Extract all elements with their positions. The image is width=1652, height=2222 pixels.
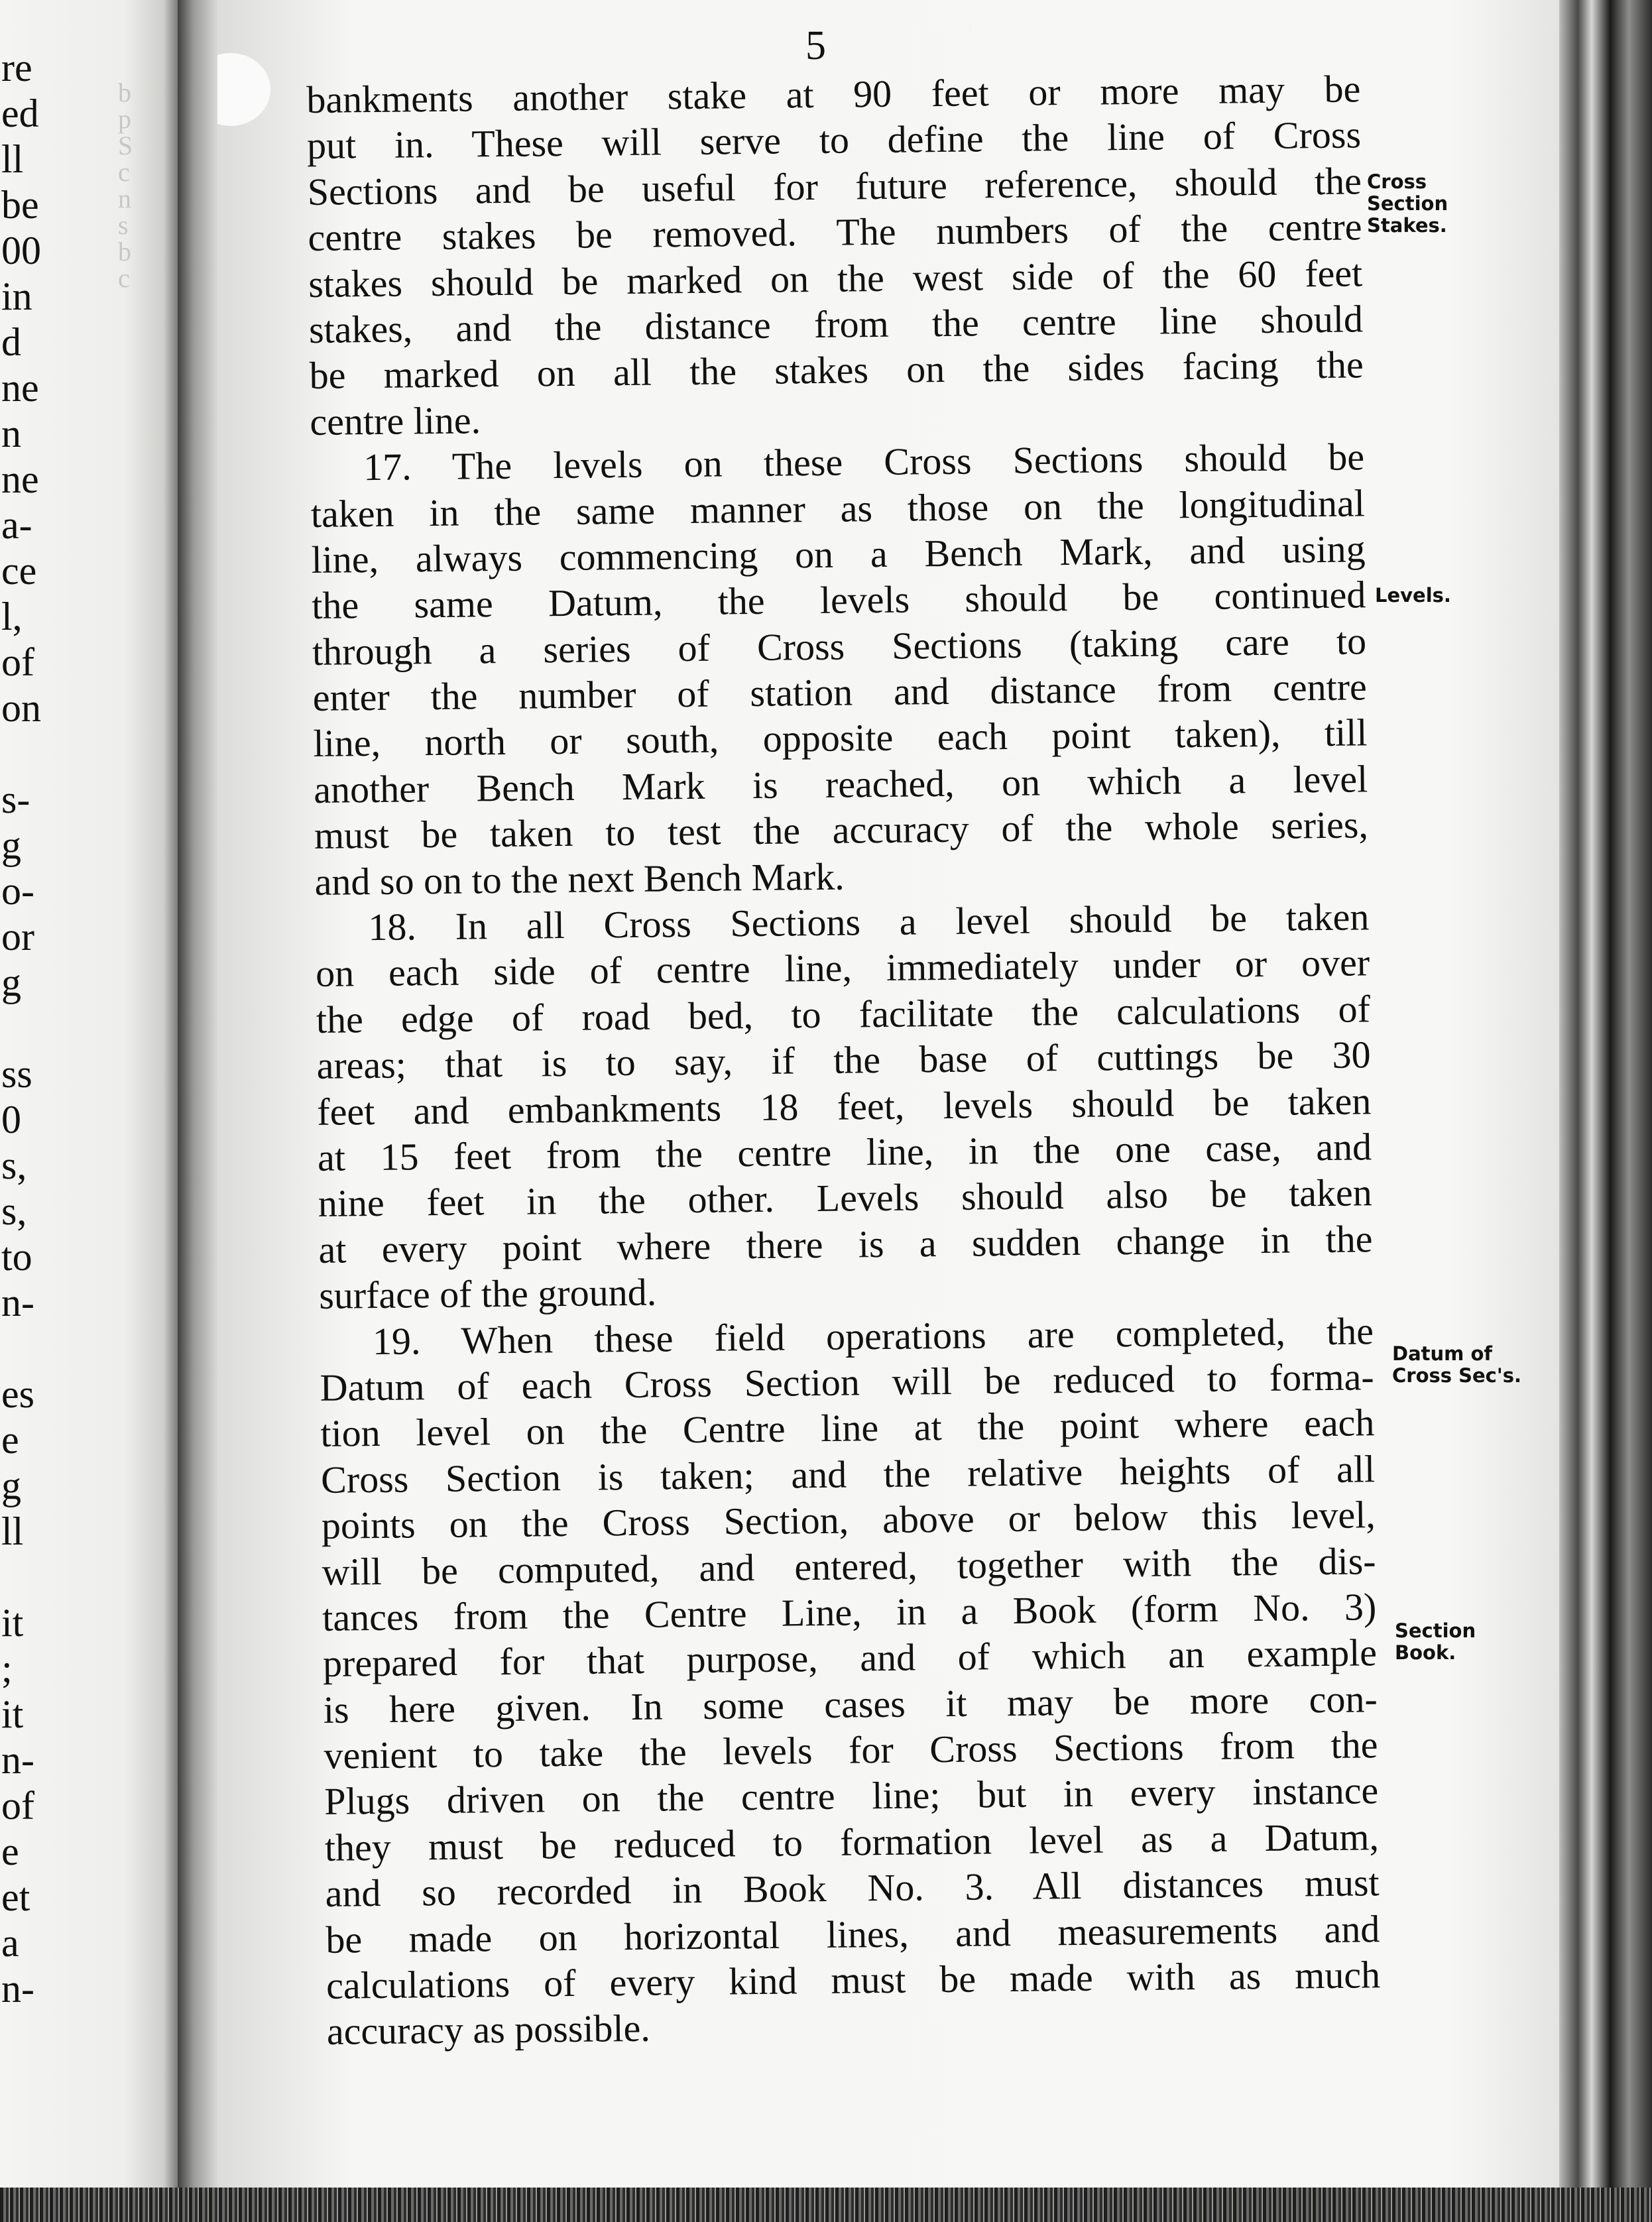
body-text (306, 66, 1381, 2054)
text-line: put in. These will serve to define the line of Cross (306, 113, 1362, 168)
left-page-fragment: it (1, 1692, 24, 1736)
paragraph-17-start: 17. The levels on these Cross Sections should be (363, 435, 1365, 489)
text-line: stakes should be marked on the west side of the 60 feet (308, 251, 1363, 306)
text-line: tion level on the Centre line at the point where each (320, 1401, 1375, 1456)
book-gutter (178, 0, 217, 2222)
margin-note-section-book: Section Book. (1395, 1619, 1476, 1664)
left-page-fragment: o- (1, 869, 34, 913)
left-page-fragment: on (1, 686, 41, 730)
text-line: Cross Section is taken; and the relative heights of all (320, 1446, 1376, 1501)
paragraph-18-start: 18. In all Cross Sections a level should be taken (368, 895, 1370, 949)
text-line: is here given. In some cases it may be more con- (323, 1676, 1378, 1731)
paragraph-19-start: 19. When these field operations are completed, the (372, 1309, 1374, 1363)
left-page-fragment: g (1, 961, 21, 1004)
left-page-fragment: e (1, 1418, 19, 1462)
left-page-fragment: re (1, 46, 32, 89)
left-page-fragment: to (1, 1235, 32, 1279)
left-page-fragment: in (1, 274, 32, 318)
text-line: at every point where there is a sudden change in the (318, 1217, 1373, 1271)
left-page-fragment: et (1, 1875, 30, 1919)
text-line: areas; that is to say, if the base of cuttings be 30 (316, 1033, 1371, 1088)
text-line: centre stakes be removed. The numbers of the centre (308, 205, 1362, 260)
text-line: Datum of each Cross Section will be reduced to forma- (320, 1355, 1374, 1409)
text-line: the same Datum, the levels should be continued (312, 573, 1366, 628)
book-edge (1559, 0, 1652, 2222)
text-line: taken in the same manner as those on the longitudinal (310, 481, 1366, 536)
text-line: bankments another stake at 90 feet or more may be (306, 67, 1361, 121)
text-line: must be taken to test the accuracy of the whole series, (314, 803, 1369, 858)
left-page-fragment: ce (1, 549, 37, 593)
text-line: points on the Cross Section, above or below this level, (321, 1493, 1376, 1547)
text-line: at 15 feet from the centre line, in the one case, and (317, 1125, 1372, 1179)
page-number: 5 (805, 23, 826, 68)
text-line: line, north or south, opposite each point taken), till (313, 711, 1368, 766)
left-page-fragment: es (1, 1372, 34, 1416)
left-page-fragment: ; (1, 1647, 13, 1690)
right-page (217, 0, 1559, 2188)
text-line: and so on to the next Bench Mark. (314, 854, 845, 904)
text-line: be made on horizontal lines, and measurements and (325, 1906, 1380, 1961)
left-page-fragment: ne (1, 366, 39, 410)
text-line: calculations of every kind must be made with as much (325, 1953, 1381, 2007)
text-line: they must be reduced to formation level as a Datum, (324, 1815, 1380, 1869)
left-page-fragment: or (1, 915, 34, 959)
left-page-fragment: it (1, 1601, 24, 1645)
text-line: accuracy as possible. (326, 2007, 651, 2054)
left-page-fragment: n- (1, 1967, 34, 2011)
left-page-fragment: l, (1, 595, 23, 638)
left-page-fragment: s, (1, 1143, 27, 1187)
text-line: on each side of centre line, immediately under or over (315, 941, 1370, 996)
paper-blemish (217, 53, 270, 126)
left-page-fragment: ed (1, 91, 39, 135)
left-page-fragment: s, (1, 1189, 27, 1233)
left-page-fragment: ll (1, 1509, 24, 1553)
text-line: Sections and be useful for future reference, should the (307, 159, 1362, 213)
text-line: nine feet in the other. Levels should also be taken (318, 1171, 1373, 1226)
text-line: will be computed, and entered, together with the dis- (322, 1539, 1376, 1594)
text-line: the edge of road bed, to facilitate the calculations of (316, 987, 1371, 1041)
left-page-fragment: a- (1, 503, 32, 547)
left-page-fragment: 0 (1, 1098, 21, 1141)
left-page-fragment: 00 (1, 229, 41, 272)
left-page-fragment: n- (1, 1281, 34, 1324)
text-line: line, always commencing on a Bench Mark, and using (311, 527, 1366, 581)
left-page-fragment: ss (1, 1052, 32, 1096)
left-page-fragment: of (1, 640, 34, 684)
left-page-fragment: n- (1, 1738, 34, 1782)
left-page-fragment: g (1, 823, 21, 867)
text-line: enter the number of station and distance from centre (312, 665, 1368, 720)
margin-note-levels: Levels. (1375, 584, 1451, 607)
left-page-fragment: of (1, 1784, 34, 1828)
bleed-through-text: b p S c n s b c (118, 78, 133, 293)
text-line: Plugs driven on the centre line; but in every instance (324, 1769, 1379, 1824)
left-page (0, 0, 178, 2222)
left-page-fragment: s- (1, 778, 30, 821)
text-line: stakes, and the distance from the centre line should (308, 297, 1364, 351)
margin-note-datum-of-cross-secs: Datum of Cross Sec's. (1392, 1342, 1522, 1387)
text-line: another Bench Mark is reached, on which a level (313, 757, 1368, 811)
left-page-fragment: ll (1, 137, 24, 181)
text-line: tances from the Centre Line, in a Book (form No. 3) (322, 1585, 1377, 1639)
left-page-fragment: be (1, 183, 39, 227)
margin-note-cross-section-stakes: Cross Section Stakes. (1367, 170, 1448, 237)
left-page-fragment: ne (1, 457, 39, 501)
text-line: prepared for that purpose, and of which an example (322, 1631, 1378, 1686)
text-line: be marked on all the stakes on the sides facing the (309, 343, 1364, 398)
left-page-fragment: d (1, 320, 21, 364)
text-line: feet and embankments 18 feet, levels should be taken (317, 1079, 1372, 1134)
text-line: surface of the ground. (318, 1270, 657, 1318)
text-line: through a series of Cross Sections (taking care to (312, 618, 1367, 673)
left-page-fragment: n (1, 412, 21, 455)
book-bottom-edge (0, 2188, 1652, 2222)
left-page-fragment: e (1, 1830, 19, 1873)
left-page-fragment: g (1, 1464, 21, 1507)
left-page-fragment: a (1, 1921, 19, 1965)
text-line: centre line. (310, 398, 481, 443)
text-line: venient to take the levels for Cross Sections from the (324, 1723, 1378, 1777)
text-line: and so recorded in Book No. 3. All distances must (325, 1861, 1380, 1916)
